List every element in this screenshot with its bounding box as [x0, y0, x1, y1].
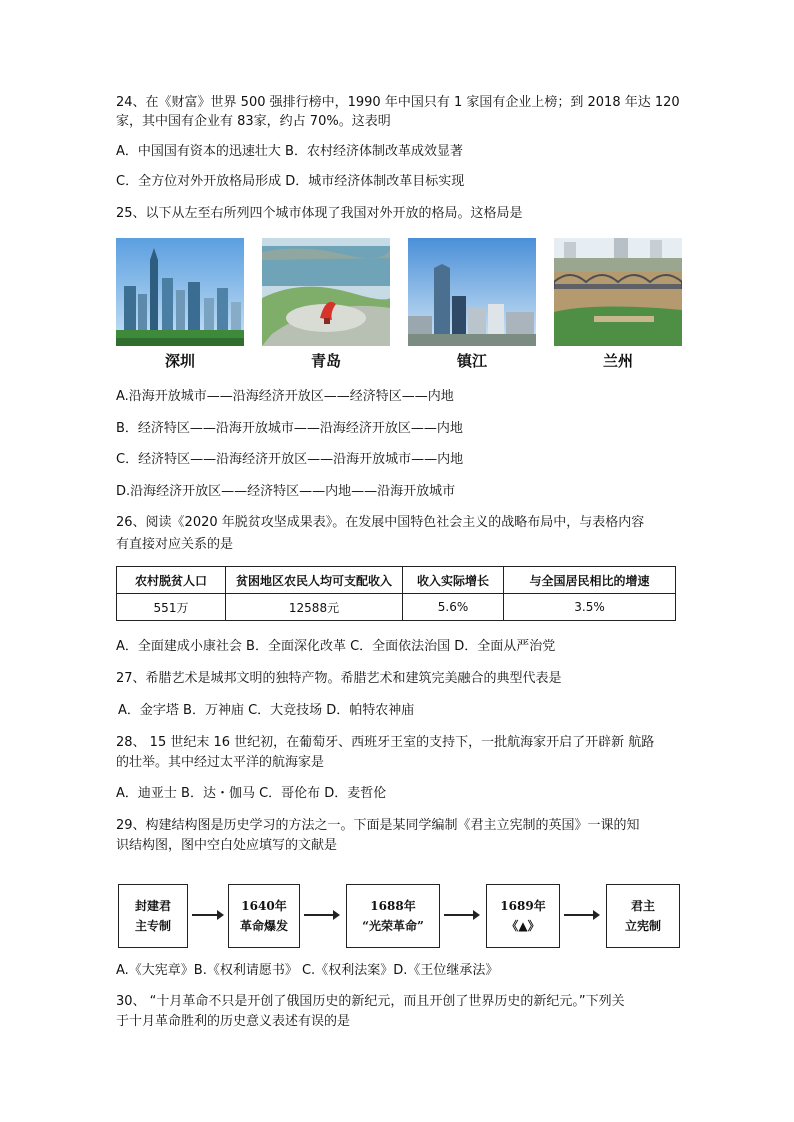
q25-stem: 25、以下从左至右所列四个城市体现了我国对外开放的格局。这格局是: [116, 206, 523, 221]
city-photo-strip: [116, 238, 682, 370]
q27-options: A．金字塔 B．万神庙 C．大竞技场 D．帕特农神庙: [118, 703, 415, 718]
flow-box-line: 1689年: [500, 899, 546, 913]
table-cell: 3.5%: [504, 594, 676, 621]
q30-stem-line2: 于十月革命胜利的历史意义表述有误的是: [116, 1014, 351, 1029]
table-header: 贫困地区农民人均可支配收入: [226, 567, 403, 594]
q28-stem-line2: 的壮举。其中经过太平洋的航海家是: [116, 755, 325, 770]
q24-stem-line2: 家，其中国有企业有 83家，约占 70%。这表明: [116, 114, 391, 129]
q25-option-c: C．经济特区——沿海经济开放区——沿海开放城市——内地: [116, 452, 464, 467]
flow-box-line: 革命爆发: [239, 919, 288, 933]
flow-box-line: 封建君: [134, 899, 171, 913]
flow-arrow: [192, 914, 222, 916]
q26-stem-line2: 有直接对应关系的是: [116, 537, 234, 552]
q26-stem-line1: 26、阅读《2020 年脱贫攻坚成果表》。在发展中国特色社会主义的战略布局中，与表格内容: [116, 515, 645, 530]
table-cell: 12588元: [226, 594, 403, 621]
flow-box-line: “光荣革命”: [362, 919, 424, 933]
table-header: 与全国居民相比的增速: [504, 567, 676, 594]
flow-arrow: [564, 914, 598, 916]
poverty-results-table: [116, 566, 676, 621]
table-cell: 5.6%: [403, 594, 504, 621]
caption-lanzhou: 兰州: [602, 352, 633, 370]
flow-box-feudal-monarchy: [118, 884, 188, 948]
q26-options: A．全面建成小康社会 B．全面深化改革 C．全面依法治国 D．全面从严治党: [116, 639, 556, 654]
flow-box-line: 君主: [630, 899, 655, 913]
caption-shenzhen: 深圳: [164, 352, 195, 370]
q30-stem-line1: 30、 “十月革命不只是开创了俄国历史的新纪元，而且开创了世界历史的新纪元。”下列关: [116, 994, 625, 1009]
q25-option-d: D.沿海经济开放区——经济特区——内地——沿海开放城市: [116, 484, 456, 499]
q29-stem-line2: 识结构图，图中空白处应填写的文献是: [116, 838, 338, 853]
flow-box-line: 主专制: [134, 919, 171, 933]
q24-options-cd: C．全方位对外开放格局形成 D．城市经济体制改革目标实现: [116, 174, 465, 189]
flow-box-1688: [346, 884, 440, 948]
table-row: [117, 594, 676, 621]
caption-zhenjiang: 镇江: [456, 352, 487, 370]
q27-stem: 27、希腊艺术是城邦文明的独特产物。希腊艺术和建筑完美融合的典型代表是: [116, 671, 562, 686]
q24-options-ab: A．中国国有资本的迅速壮大 B．农村经济体制改革成效显著: [116, 144, 463, 159]
caption-qingdao: 青岛: [310, 352, 341, 370]
flow-arrow: [444, 914, 478, 916]
q28-stem-line1: 28、 15 世纪末 16 世纪初，在葡萄牙、西班牙王室的支持下，一批航海家开启了开辟新 航路: [116, 735, 655, 750]
qingdao-photo: [262, 238, 390, 346]
zhenjiang-photo: [408, 238, 536, 346]
table-cell: 551万: [117, 594, 226, 621]
q25-option-a: A.沿海开放城市——沿海经济开放区——经济特区——内地: [116, 389, 454, 404]
q24-stem-line1: 24、在《财富》世界 500 强排行榜中，1990 年中国只有 1 家国有企业上榜；到 2018 年达 120: [116, 95, 680, 110]
knowledge-structure-diagram: [118, 884, 684, 950]
flow-box-line: 1688年: [370, 899, 416, 913]
flow-box-line: 1640年: [241, 899, 287, 913]
q28-options: A．迪亚士 B．达・伽马 C．哥伦布 D．麦哲伦: [116, 786, 387, 801]
flow-box-line: 《▲》: [506, 919, 540, 933]
q29-stem-line1: 29、构建结构图是历史学习的方法之一。下面是某同学编制《君主立宪制的英国》一课的知: [116, 818, 640, 833]
lanzhou-photo: [554, 238, 682, 346]
q29-options: A.《大宪章》B.《权利请愿书》 C.《权利法案》D.《王位继承法》: [116, 963, 499, 978]
shenzhen-photo: [116, 238, 244, 346]
flow-box-1640: [228, 884, 300, 948]
table-header: 收入实际增长: [403, 567, 504, 594]
q25-option-b: B．经济特区——沿海开放城市——沿海经济开放区——内地: [116, 421, 463, 436]
flow-arrow: [304, 914, 338, 916]
table-header-row: [117, 567, 676, 594]
flow-box-1689: [486, 884, 560, 948]
flow-box-constitutional-monarchy: [606, 884, 680, 948]
table-header: 农村脱贫人口: [117, 567, 226, 594]
flow-box-line: 立宪制: [624, 919, 661, 933]
